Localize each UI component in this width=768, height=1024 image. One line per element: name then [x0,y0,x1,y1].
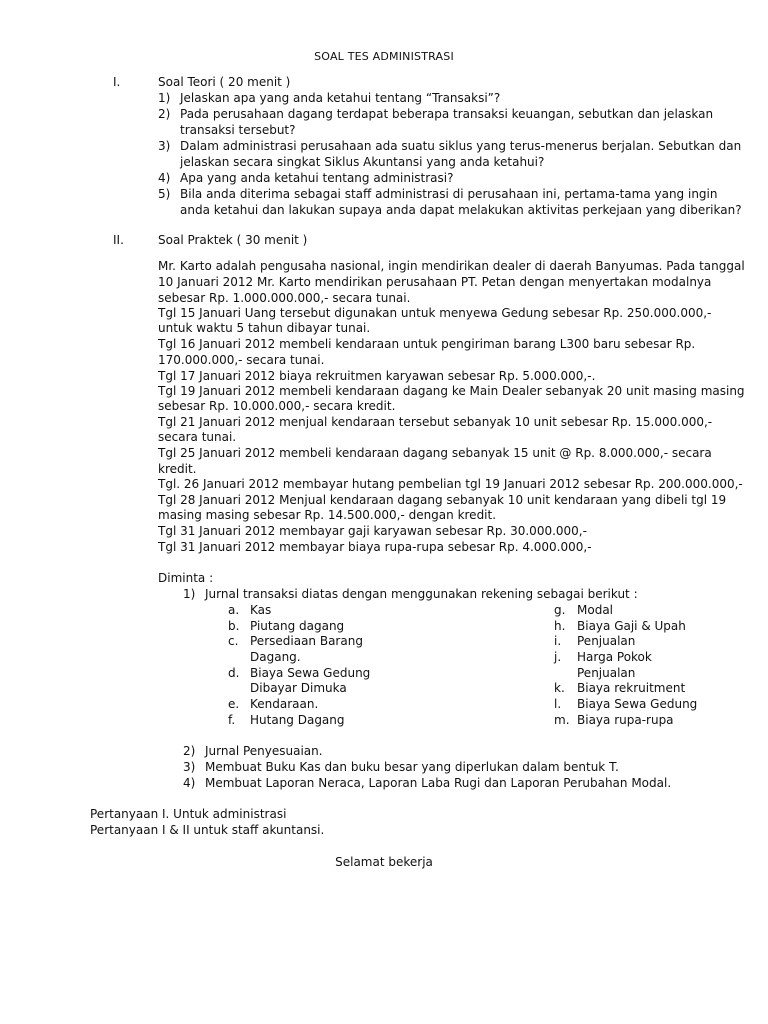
account-letter: m. [554,713,570,727]
case-line: untuk waktu 5 tahun dibayar tunai. [158,321,371,335]
question-text: jelaskan secara singkat Siklus Akuntansi yang anda ketahui? [180,155,545,169]
account-name: Biaya rekruitment [577,681,686,695]
question-text: Pada perusahaan dagang terdapat beberapa transaksi keuangan, sebutkan dan jelaskan [180,107,714,121]
section1-heading: Soal Teori ( 20 menit ) [158,75,291,89]
question-text: transaksi tersebut? [180,123,296,137]
account-letter: k. [554,681,565,695]
task-number: 2) [183,744,196,758]
case-line: kredit. [158,462,197,476]
account-name: Persediaan Barang [250,634,363,648]
question-number: 5) [158,187,171,201]
account-name: Dibayar Dimuka [250,681,347,695]
case-line: sebesar Rp. 10.000.000,- secara kredit. [158,399,396,413]
account-letter: d. [228,666,240,680]
question-number: 1) [158,91,171,105]
case-line: Tgl 25 Januari 2012 membeli kendaraan dagang sebanyak 15 unit @ Rp. 8.000.000,- secara [158,446,712,460]
account-letter: j. [554,650,562,664]
question-text: Dalam administrasi perusahaan ada suatu siklus yang terus-menerus berjalan. Sebutkan dan [180,139,742,153]
case-line: masing masing sebesar Rp. 14.500.000,- dengan kredit. [158,508,497,522]
case-line: Tgl 28 Januari 2012 Menjual kendaraan dagang sebanyak 10 unit kendaraan yang dibeli tgl 19 [158,493,727,507]
account-letter: i. [554,634,562,648]
task-number: 4) [183,776,196,790]
task-text: Jurnal transaksi diatas dengan menggunakan rekening sebagai berikut : [205,587,638,601]
account-name: Dagang. [250,650,301,664]
case-line: Tgl 16 Januari 2012 membeli kendaraan untuk pengiriman barang L300 baru sebesar Rp. [158,337,696,351]
section2-roman: II. [113,233,124,247]
account-name: Biaya Sewa Gedung [577,697,698,711]
account-name: Penjualan [577,666,636,680]
account-name: Harga Pokok [577,650,652,664]
case-line: 10 Januari 2012 Mr. Karto mendirikan perusahaan PT. Petan dengan menyertakan modalnya [158,275,712,289]
account-name: Biaya rupa-rupa [577,713,674,727]
document-title: SOAL TES ADMINISTRASI [314,50,454,63]
case-line: Mr. Karto adalah pengusaha nasional, ingin mendirikan dealer di daerah Banyumas. Pada tanggal [158,259,745,273]
account-name: Piutang dagang [250,619,345,633]
case-line: sebesar Rp. 1.000.000.000,- secara tunai. [158,291,411,305]
case-line: Tgl 21 Januari 2012 menjual kendaraan tersebut sebanyak 10 unit sebesar Rp. 15.000.000,- [158,415,713,429]
account-name: Biaya Gaji & Upah [577,619,686,633]
task-text: Membuat Laporan Neraca, Laporan Laba Rugi dan Laporan Perubahan Modal. [205,776,672,790]
case-line: 170.000.000,- secara tunai. [158,353,325,367]
account-letter: e. [228,697,240,711]
case-line: Tgl 17 Januari 2012 biaya rekruitmen karyawan sebesar Rp. 5.000.000,-. [158,369,596,383]
account-letter: g. [554,603,566,617]
task-text: Membuat Buku Kas dan buku besar yang diperlukan dalam bentuk T. [205,760,619,774]
account-letter: c. [228,634,239,648]
diminta-label: Diminta : [158,571,214,585]
question-text: Bila anda diterima sebagai staff administrasi di perusahaan ini, pertama-tama yang ingin [180,187,718,201]
case-line: Tgl 31 Januari 2012 membayar gaji karyawan sebesar Rp. 30.000.000,- [158,524,587,538]
account-letter: f. [228,713,236,727]
footer-note: Pertanyaan I & II untuk staff akuntansi. [90,823,325,837]
question-text: Apa yang anda ketahui tentang administrasi? [180,171,454,185]
account-letter: l. [554,697,562,711]
question-text: anda ketahui dan lakukan supaya anda dapat melakukan aktivitas perkejaan yang diberikan? [180,203,742,217]
case-line: secara tunai. [158,430,237,444]
account-name: Kendaraan. [250,697,319,711]
account-name: Hutang Dagang [250,713,345,727]
question-number: 3) [158,139,171,153]
question-number: 4) [158,171,171,185]
account-name: Modal [577,603,613,617]
account-name: Biaya Sewa Gedung [250,666,371,680]
account-letter: b. [228,619,240,633]
section1-roman: I. [113,75,121,89]
question-number: 2) [158,107,171,121]
question-text: Jelaskan apa yang anda ketahui tentang “Transaksi”? [180,91,501,105]
closing-text: Selamat bekerja [335,855,433,869]
account-letter: h. [554,619,566,633]
task-number: 1) [183,587,196,601]
task-text: Jurnal Penyesuaian. [205,744,323,758]
account-letter: a. [228,603,240,617]
footer-note: Pertanyaan I. Untuk administrasi [90,807,287,821]
case-line: Tgl 19 Januari 2012 membeli kendaraan dagang ke Main Dealer sebanyak 20 unit masing masing [158,384,745,398]
case-line: Tgl 31 Januari 2012 membayar biaya rupa-rupa sebesar Rp. 4.000.000,- [158,540,592,554]
task-number: 3) [183,760,196,774]
section2-heading: Soal Praktek ( 30 menit ) [158,233,308,247]
account-name: Kas [250,603,272,617]
account-name: Penjualan [577,634,636,648]
case-line: Tgl. 26 Januari 2012 membayar hutang pembelian tgl 19 Januari 2012 sebesar Rp. 200.000.000,- [158,477,743,491]
case-line: Tgl 15 Januari Uang tersebut digunakan untuk menyewa Gedung sebesar Rp. 250.000.000,- [158,306,712,320]
